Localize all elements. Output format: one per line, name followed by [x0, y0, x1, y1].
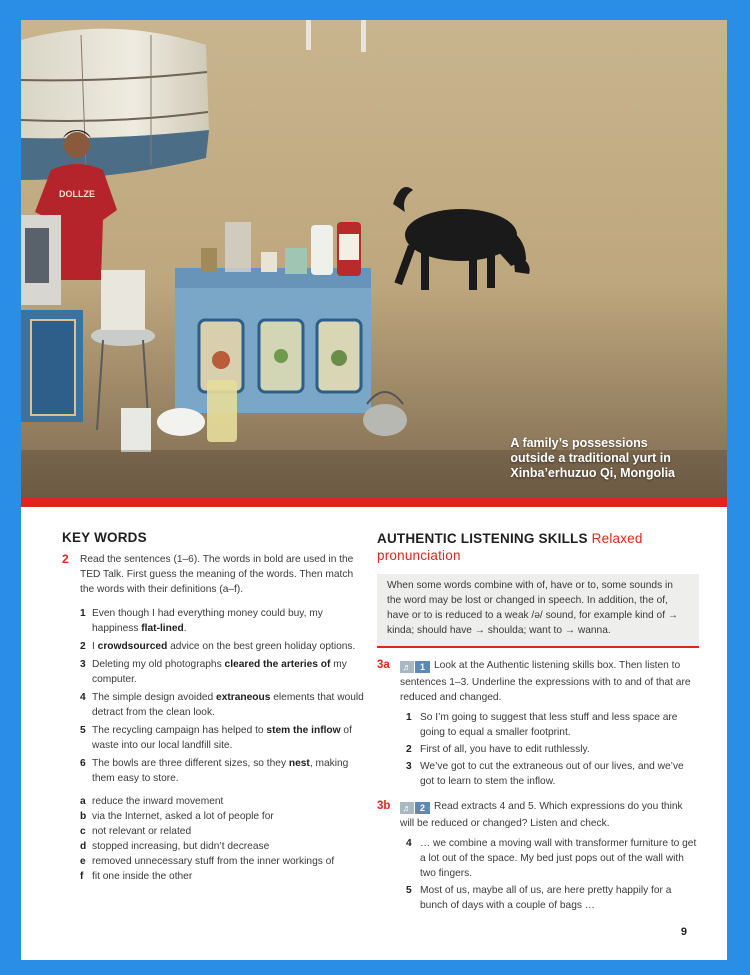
sentence-text: The recycling campaign has helped to: [92, 725, 267, 736]
task-instructions: Read the sentences (1–6). The words in bold are used in the TED Talk. First guess the meaning of the words. Then match the words with their definitions (a–f).: [80, 554, 354, 595]
sentence-list: [400, 836, 699, 913]
sentence-number: 1: [406, 712, 412, 723]
definition-letter: a: [80, 796, 86, 807]
exercise-number: 3a: [377, 659, 390, 671]
sentence-text: We’ve got to cut the extraneous out of our lives, and we’ve got to learn to stem the inflow.: [420, 761, 684, 787]
definition-text: removed unnecessary stuff from the inner workings of: [92, 856, 335, 867]
listening-sentence: [406, 883, 699, 913]
listening-heading-main: AUTHENTIC LISTENING SKILLS: [377, 531, 588, 546]
skills-box: [377, 574, 699, 648]
sentence-number: 4: [406, 838, 412, 849]
caption-line: outside a traditional yurt in: [510, 451, 671, 465]
sentence-text: Even though I had everything money could buy, my happiness: [92, 608, 323, 634]
definition-item: [80, 869, 370, 884]
skills-box-text: When some words combine with of, have or to, some sounds in the word may be lost or changed in speech. In addition, the of, have or to is reduced to a weak /ə/ sound, for example kind of → kinda; should have → shoulda; want to → wanna.: [387, 580, 679, 636]
definition-letter: d: [80, 841, 87, 852]
listening-heading: [377, 530, 699, 564]
photo-caption: [510, 436, 675, 481]
listening-sentence: [406, 759, 699, 789]
textbook-page: [21, 20, 727, 960]
painted-cabinet: [175, 268, 371, 413]
sentence-number: 5: [406, 885, 412, 896]
key-word: stem the inflow: [266, 725, 341, 736]
exercise-3b: [377, 799, 699, 913]
sentence-text: advice on the best green holiday options.: [167, 641, 356, 652]
sentence-item: [80, 690, 370, 720]
sentence-item: [80, 723, 370, 753]
definition-text: stopped increasing, but didn’t decrease: [92, 841, 270, 852]
sentence-number: 2: [80, 641, 86, 652]
sentence-list: [62, 606, 370, 786]
definition-item: [80, 824, 370, 839]
definition-letter: e: [80, 856, 86, 867]
sentence-item: [80, 657, 370, 687]
definition-item: [80, 794, 370, 809]
key-word: nest: [288, 758, 310, 769]
listening-section: [377, 530, 699, 915]
exercise-instructions: Look at the Authentic listening skills box. Then listen to sentences 1–3. Underline the expressions with to and of that are reduced and changed.: [400, 660, 691, 703]
definition-text: reduce the inward movement: [92, 796, 224, 807]
section-divider: [21, 498, 727, 507]
sentence-number: 5: [80, 725, 86, 736]
task-2: [62, 552, 370, 597]
sentence-text: First of all, you have to edit ruthlessly.: [420, 744, 590, 755]
task-number: 2: [62, 552, 69, 566]
sentence-text: The simple design avoided: [92, 692, 217, 703]
key-word: crowdsourced: [97, 641, 168, 652]
listening-sentence: [406, 836, 699, 881]
exercise-number: 3b: [377, 800, 391, 812]
key-words-section: [62, 530, 370, 884]
sentence-text: So I’m going to suggest that less stuff and less space are going to equal a smaller footprint.: [420, 712, 678, 738]
definition-item: [80, 839, 370, 854]
definition-text: not relevant or related: [92, 826, 192, 837]
definition-letter: c: [80, 826, 86, 837]
definition-letter: b: [80, 811, 87, 822]
key-word: extraneous: [216, 692, 271, 703]
sentence-item: [80, 639, 370, 654]
definition-item: [80, 854, 370, 869]
exercise-3a: [377, 658, 699, 789]
sentence-text: , making them easy to store.: [92, 758, 349, 784]
sentence-text: of waste into our local landfill site.: [92, 725, 352, 751]
sentence-number: 3: [80, 659, 86, 670]
sentence-text: elements that would detract from the clean look.: [92, 692, 364, 718]
caption-line: Xinba’erhuzuo Qi, Mongolia: [510, 466, 675, 480]
sentence-text: my computer.: [92, 659, 347, 685]
sentence-number: 3: [406, 761, 412, 772]
listening-sentence: [406, 742, 699, 757]
definition-list: [62, 794, 370, 884]
listening-subheading: Relaxed pronunciation: [377, 531, 643, 563]
exercise-instructions: Read extracts 4 and 5. Which expressions do you think will be reduced or changed? Listen and check.: [400, 801, 683, 829]
sentence-text: I: [92, 641, 98, 652]
key-words-heading: KEY WORDS: [62, 530, 147, 545]
photo-illustration: [21, 20, 727, 498]
track-number: 2: [415, 802, 430, 814]
sentence-number: 6: [80, 758, 86, 769]
listening-sentence: [406, 710, 699, 740]
page-number: 9: [680, 926, 687, 938]
sentence-text: … we combine a moving wall with transformer furniture to get a lot out of the space. My bed just pops out of the wall with two fingers.: [420, 838, 697, 879]
track-number: 1: [415, 661, 430, 673]
sentence-item: [80, 606, 370, 636]
definition-text: via the Internet, asked a lot of people for: [92, 811, 274, 822]
sentence-number: 4: [80, 692, 86, 703]
definition-item: [80, 809, 370, 824]
svg-text:DOLLZE: DOLLZE: [59, 189, 95, 199]
definition-letter: f: [80, 871, 84, 882]
key-word: cleared the arteries of: [224, 659, 331, 670]
yurt-photo: [21, 20, 727, 498]
sentence-text: Deleting my old photographs: [92, 659, 225, 670]
key-word: flat-lined: [141, 623, 184, 634]
headphones-icon: ♬: [400, 661, 414, 673]
sentence-number: 1: [80, 608, 86, 619]
sentence-number: 2: [406, 744, 412, 755]
sentence-text: Most of us, maybe all of us, are here pretty happily for a bunch of days with a couple of bags …: [420, 885, 672, 911]
audio-track-badge[interactable]: [400, 660, 430, 675]
sentence-list: [400, 710, 699, 789]
definition-text: fit one inside the other: [92, 871, 193, 882]
caption-line: A family’s possessions: [510, 436, 648, 450]
yurt-shape: [21, 29, 209, 180]
sentence-text: .: [183, 623, 187, 634]
headphones-icon: ♬: [400, 802, 414, 814]
audio-track-badge[interactable]: [400, 801, 430, 816]
sentence-item: [80, 756, 370, 786]
sentence-text: The bowls are three different sizes, so they: [92, 758, 289, 769]
